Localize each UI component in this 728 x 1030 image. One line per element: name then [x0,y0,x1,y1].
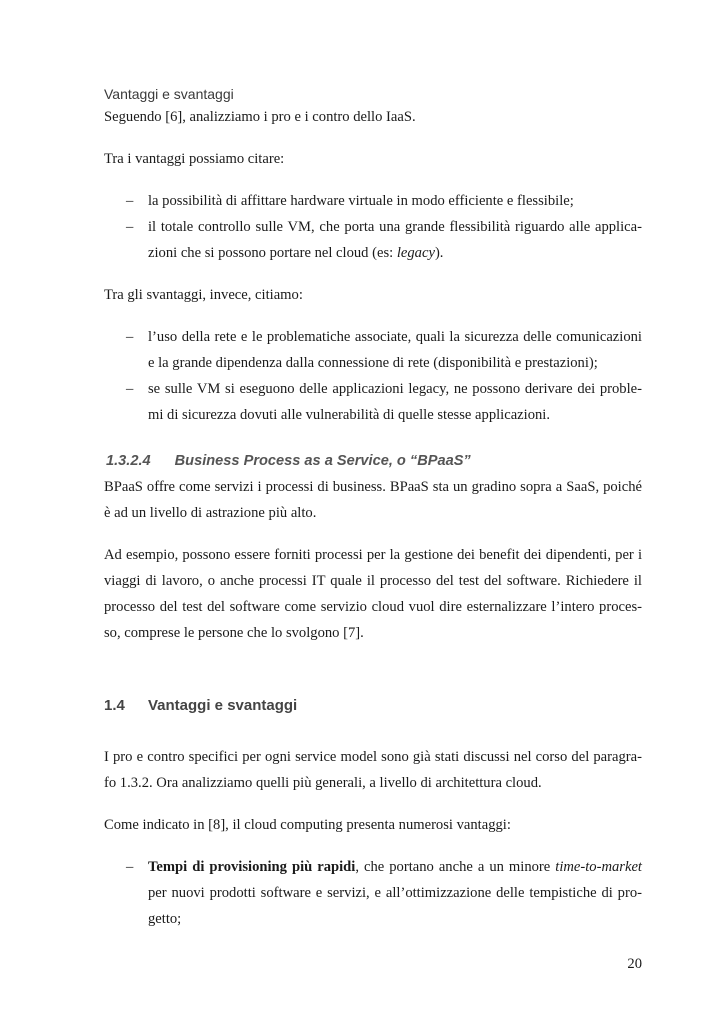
dash-bullet: – [126,329,134,345]
pros-list [104,188,642,266]
paragraph: I pro e contro specifici per ogni service model sono già stati discussi nel corso del paragra-fo 1.3.2. Ora analizziamo quelli più generali, a livello di architettura cloud. [104,749,642,791]
dash-bullet: – [126,859,134,875]
intro-paragraph: Seguendo [6], analizziamo i pro e i contro dello IaaS. [104,109,416,125]
cons-list [104,324,642,428]
subsection-title: Business Process as a Service, o “BPaaS” [174,453,471,469]
dash-bullet: – [126,381,134,397]
list-item: – se sulle VM si eseguono delle applicazioni legacy, ne possono derivare dei proble-mi di sicurezza dovuti alle vulnerabilità di quelle stesse applicazioni. [104,376,642,428]
subsection-heading [104,448,642,474]
dash-bullet: – [126,193,134,209]
paragraph: Come indicato in [8], il cloud computing presenta numerosi vantaggi: [104,817,511,833]
advantages-list [104,854,642,932]
paragraph: BPaaS offre come servizi i processi di business. BPaaS sta un gradino sopra a SaaS, poiché è ad un livello di astrazione più alto. [104,479,642,521]
document-page [104,84,642,932]
section-title: Vantaggi e svantaggi [148,697,298,714]
section-heading [104,694,642,718]
subsection-number: 1.3.2.4 [106,453,151,469]
list-item: – il totale controllo sulle VM, che porta una grande flessibilità riguardo alle applica-zioni che si possono portare nel cloud (es: legacy). [104,214,642,266]
section-minor-title: Vantaggi e svantaggi [104,86,234,102]
list-item: – la possibilità di affittare hardware virtuale in modo efficiente e flessibile; [104,188,642,214]
list-item: – Tempi di provisioning più rapidi, che portano anche a un minore time-to-market per nuovi prodotti software e servizi, e all’ottimizzazione delle tempistiche di pro-getto; [104,854,642,932]
section-number: 1.4 [104,697,125,714]
page-number: 20 [627,956,642,972]
cons-intro: Tra gli svantaggi, invece, citiamo: [104,287,303,303]
paragraph: Ad esempio, possono essere forniti processi per la gestione dei benefit dei dipendenti, per i viaggi di lavoro, o anche processi IT quale il processo del test del software. Richiedere il processo del test del software come servizio cloud vuol dire esternalizzare l’intero proces-so, comprese le persone che lo svolgono [7]. [104,547,642,641]
dash-bullet: – [126,219,134,235]
pros-intro: Tra i vantaggi possiamo citare: [104,151,285,167]
list-item: – l’uso della rete e le problematiche associate, quali la sicurezza delle comunicazioni e la grande dipendenza dalla connessione di rete (disponibilità e prestazioni); [104,324,642,376]
